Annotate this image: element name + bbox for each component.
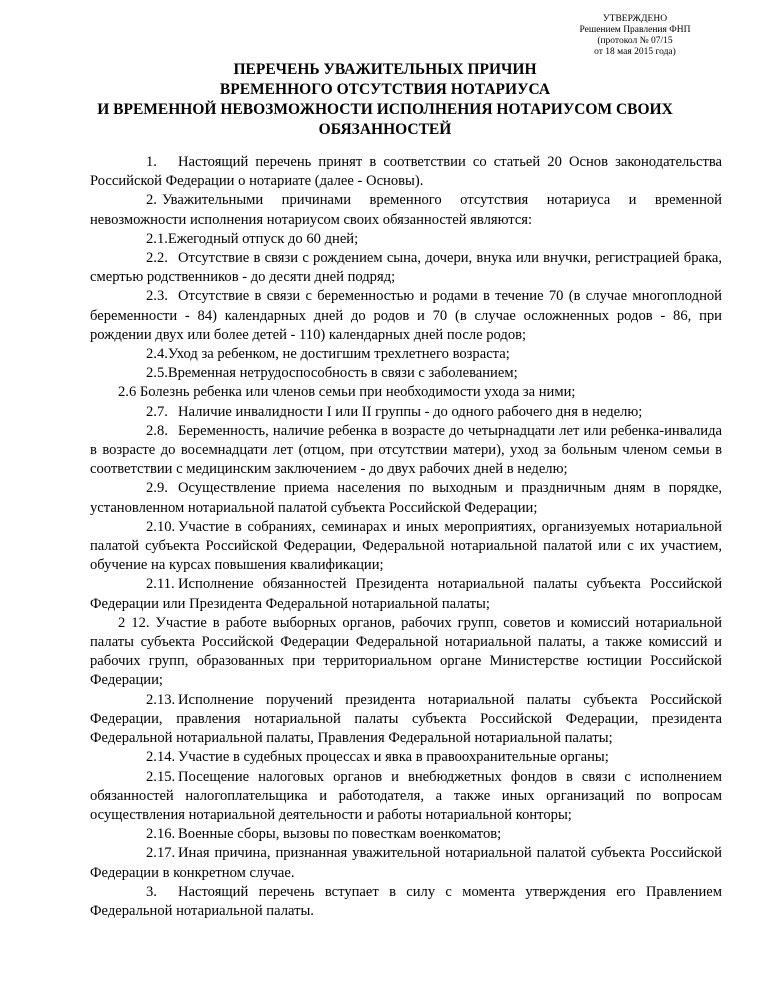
- list-item: [90, 422, 722, 480]
- item-text: Осуществление приема населения по выходным и праздничным дням в порядке, установленном нотариальной палатой субъекта Российской Федерации;: [90, 480, 722, 516]
- item-text: Участие в работе выборных органов, рабочих групп, советов и комиссий нотариальной палаты субъекта Российской Федерации Федеральной нотариальной палаты, а также комиссий и рабочих групп, образованных при территориальном органе Министерстве юстиции Российской Федерации;: [90, 614, 722, 689]
- item-text: Отсутствие в связи с беременностью и родами в течение 70 (в случае многоплодной беременности - 84) календарных дней до родов и 70 (в случае осложненных родов - 86, при рождении двух или более детей - 110) календарных дней после родов;: [90, 288, 722, 343]
- list-item: [90, 249, 722, 287]
- item-text: Болезнь ребенка или членов семьи при необходимости ухода за ними;: [139, 384, 576, 401]
- list-item: [90, 479, 722, 517]
- list-item: [90, 287, 722, 345]
- item-text: Участие в собраниях, семинарах и иных мероприятиях, организуемых нотариальной палатой субъекта Российской Федерации, Федеральной нотариальной палатой или с их участием, обучение на курсах повышения квалификации;: [90, 518, 722, 574]
- item-text: Настоящий перечень принят в соответствии со статьей 20 Основ законодательства Российской Федерации о нотариате (далее - Основы).: [90, 154, 722, 190]
- item-number: 2.13.: [146, 691, 176, 708]
- document-title: [90, 60, 680, 140]
- list-item: [90, 364, 722, 383]
- item-text: Посещение налоговых органов и внебюджетных фондов в связи с исполнением обязанностей налогоплательщика и работодателя, а также иных организаций по вопросам осуществления нотариальной деятельности и работы нотариальной конторы;: [90, 768, 722, 823]
- item-text: Участие в судебных процессах и явка в правоохранительные органы;: [178, 749, 609, 766]
- item-number: 2.16.: [146, 826, 176, 843]
- title-line-2: ВРЕМЕННОГО ОТСУТСТВИЯ НОТАРИУСА: [219, 81, 551, 98]
- item-number: 2.11.: [146, 576, 175, 593]
- item-text: Отсутствие в связи с рождением сына, дочери, внука или внучки, регистрацией брака, смертью родственников - до десяти дней подряд;: [90, 250, 722, 286]
- item-number: 2.9.: [146, 480, 168, 497]
- list-item: [90, 825, 722, 844]
- item-text: Временная нетрудоспособность в связи с заболеванием;: [167, 365, 518, 382]
- item-number: 2.6: [118, 384, 137, 401]
- list-item: [90, 345, 722, 364]
- item-text: Наличие инвалидности I или II группы - до одного рабочего дня в неделю;: [178, 403, 643, 420]
- item-number: 1.: [146, 154, 157, 170]
- item-text: Настоящий перечень вступает в силу с момента утверждения его Правлением Федеральной нотариальной палаты.: [90, 883, 722, 919]
- item-text: Уважительными причинами временного отсутствия нотариуса и временной невозможности исполнения нотариусом своих обязанностей являются:: [90, 192, 722, 228]
- list-item: [90, 883, 722, 921]
- item-number: 2 12.: [118, 614, 150, 631]
- approval-line-2: Решением Правления ФНП: [579, 25, 691, 35]
- document-body: [90, 153, 722, 921]
- item-number: 2.14.: [146, 749, 176, 766]
- item-number: 2.4.: [146, 346, 168, 363]
- approval-line-4: от 18 мая 2015 года): [594, 47, 676, 57]
- list-item: [90, 844, 722, 882]
- list-item: [90, 191, 722, 229]
- list-item: [90, 153, 722, 191]
- title-line-4: ОБЯЗАННОСТЕЙ: [318, 121, 452, 138]
- title-line-1: ПЕРЕЧЕНЬ УВАЖИТЕЛЬНЫХ ПРИЧИН: [233, 61, 537, 78]
- item-number: 2.7.: [146, 403, 168, 420]
- list-item: [90, 614, 722, 691]
- title-line-3: И ВРЕМЕННОЙ НЕВОЗМОЖНОСТИ ИСПОЛНЕНИЯ НОТАРИУСОМ СВОИХ: [97, 101, 673, 118]
- item-number: 3.: [146, 883, 157, 900]
- approval-stamp: [560, 14, 710, 58]
- list-item: [90, 575, 722, 613]
- list-item: [90, 768, 722, 826]
- list-item: [90, 518, 722, 576]
- item-text: Уход за ребенком, не достигшим трехлетнего возраста;: [167, 346, 510, 363]
- item-number: 2.: [146, 192, 157, 209]
- item-number: 2.10.: [146, 518, 176, 535]
- item-number: 2.1.: [146, 230, 168, 247]
- item-number: 2.5.: [146, 365, 168, 382]
- item-text: Военные сборы, вызовы по повесткам военкоматов;: [178, 826, 502, 843]
- list-item: [90, 691, 722, 749]
- item-number: 2.3.: [146, 288, 168, 305]
- approval-line-3: (протокол № 07/15: [597, 36, 673, 46]
- item-text: Иная причина, признанная уважительной нотариальной палатой субъекта Российской Федерации в конкретном случае.: [90, 845, 722, 881]
- item-number: 2.8.: [146, 422, 168, 439]
- list-item: [90, 403, 722, 422]
- item-text: Ежегодный отпуск до 60 дней;: [167, 230, 359, 247]
- approval-line-1: УТВЕРЖДЕНО: [602, 14, 668, 24]
- item-text: Исполнение обязанностей Президента нотариальной палаты субъекта Российской Федерации или Президента Федеральной нотариальной палаты;: [90, 576, 722, 612]
- list-item: [90, 748, 722, 767]
- item-number: 2.17.: [146, 845, 176, 862]
- item-number: 2.2.: [146, 250, 168, 267]
- item-text: Исполнение поручений президента нотариальной палаты субъекта Российской Федерации, правления нотариальной палаты субъекта Российской Федерации, президента Федеральной нотариальной палаты, Правления Федеральной нотариальной палаты;: [90, 691, 722, 747]
- item-text: Беременность, наличие ребенка в возрасте до четырнадцати лет или ребенка-инвалида в возрасте до восемнадцати лет (отцом, при отсутствии матери), уход за больным членом семьи в соответствии с медицинским заключением - до двух рабочих дней в неделю;: [90, 422, 722, 478]
- item-number: 2.15.: [146, 768, 176, 785]
- list-item: [90, 383, 722, 402]
- list-item: [90, 230, 722, 249]
